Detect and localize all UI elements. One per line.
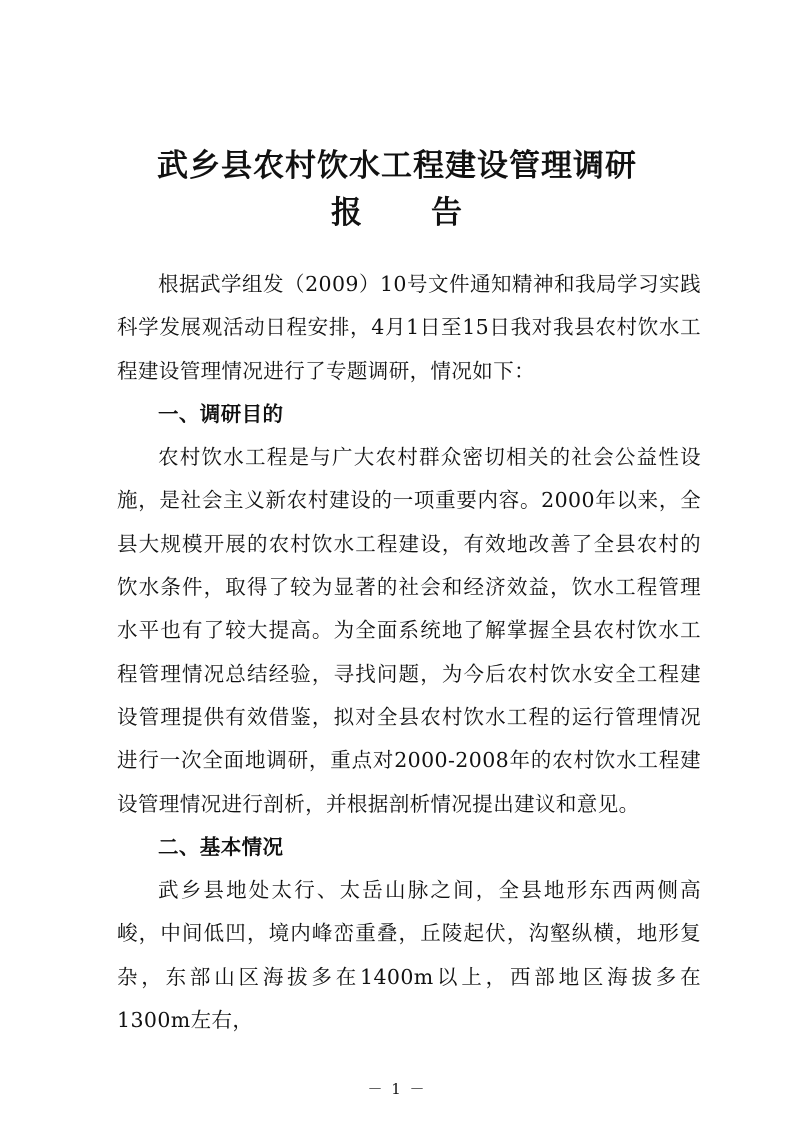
purpose-paragraph: 农村饮水工程是与广大农村群众密切相关的社会公益性设施，是社会主义新农村建设的一项重要内容。2000年以来，全县大规模开展的农村饮水工程建设，有效地改善了全县农村的饮水条件，取得了较为显著的社会和经济效益，饮水工程管理水平也有了较大提高。为全面系统地了解掌握全县农村饮水工程管理情况总结经验，寻找问题，为今后农村饮水安全工程建设管理提供有效借鉴，拟对全县农村饮水工程的运行管理情况进行一次全面地调研，重点对2000-2008年的农村饮水工程建设管理情况进行剖析，并根据剖析情况提出建议和意见。 <box>117 445 701 816</box>
intro-paragraph: 根据武学组发（2009）10号文件通知精神和我局学习实践科学发展观活动日程安排，4月1日至15日我对我县农村饮水工程建设管理情况进行了专题调研，情况如下： <box>117 272 701 383</box>
document-title-line2 <box>0 187 794 232</box>
page-number: － 1 － <box>367 1080 427 1098</box>
section-heading-purpose: 一、调研目的 <box>158 401 284 426</box>
basic-situation-paragraph: 武乡县地处太行、太岳山脉之间，全县地形东西两侧高峻，中间低凹，境内峰峦重叠，丘陵起伏，沟壑纵横，地形复杂，东部山区海拔多在1400m以上，西部地区海拔多在1300m左右， <box>117 878 701 1033</box>
document-title: 武乡县农村饮水工程建设管理调研 <box>157 148 637 184</box>
title-char-bao: 报 <box>331 195 363 231</box>
section-heading-basic-situation: 二、基本情况 <box>158 834 284 859</box>
document-body <box>117 263 701 1042</box>
title-char-gao: 告 <box>431 195 463 231</box>
